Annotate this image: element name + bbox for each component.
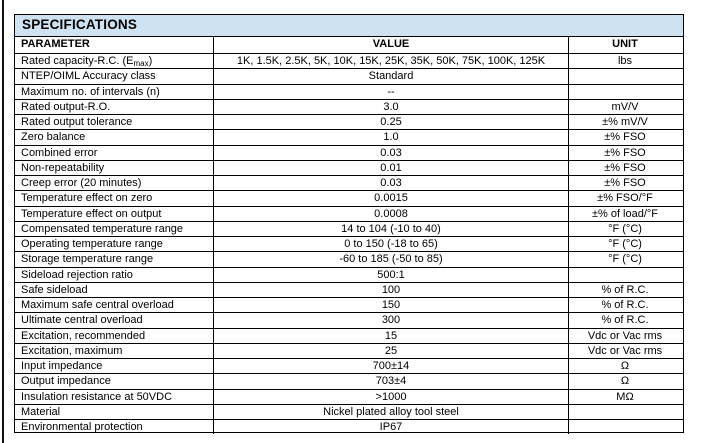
table-row [15,84,683,99]
parameter-cell: NTEP/OIML Accuracy class [15,69,214,83]
value-cell: 100 [214,283,569,297]
value-cell: 0.03 [214,176,569,190]
parameter-cell: Operating temperature range [15,237,214,251]
value-cell: 15 [214,329,569,343]
value-cell: 1K, 1.5K, 2.5K, 5K, 10K, 15K, 25K, 35K, 50K, 75K, 100K, 125K [214,54,569,68]
parameter-cell: Output impedance [15,374,214,388]
table-row [15,267,683,282]
parameter-cell: Compensated temperature range [15,222,214,236]
unit-cell: % of R.C. [601,314,649,327]
table-row [15,236,683,251]
value-cell: >1000 [214,390,569,404]
table-row [15,328,683,343]
table-row [15,389,683,404]
unit-cell [569,268,681,282]
value-cell: Standard [214,69,569,83]
parameter-cell: Rated output tolerance [15,115,214,129]
value-cell: 0 to 150 (-18 to 65) [214,237,569,251]
value-cell: 25 [214,344,569,358]
table-row [15,419,683,434]
table-row [15,190,683,205]
unit-cell: MΩ [616,390,634,403]
parameter-cell: Temperature effect on zero [15,191,214,205]
value-cell: 703±4 [214,374,569,388]
table-row [15,312,683,327]
unit-cell: °F (°C) [608,222,642,235]
parameter-cell: Combined error [15,146,214,160]
table-row [15,53,683,68]
unit-cell: ±% FSO [604,177,646,189]
parameter-cell: Excitation, recommended [15,329,214,343]
table-row [15,282,683,297]
table-row [15,221,683,236]
table-row [15,145,683,160]
unit-cell: ±% FSO [604,146,646,159]
table-row [15,297,683,312]
table-row [15,160,683,175]
value-cell: 0.01 [214,161,569,175]
value-cell: 300 [214,313,569,327]
parameter-cell: Creep error (20 minutes) [15,176,214,190]
parameter-cell: Environmental protection [15,420,214,434]
value-cell: 3.0 [214,100,569,114]
value-cell: Nickel plated alloy tool steel [214,405,569,419]
specifications-table [14,14,684,433]
value-cell: 0.03 [214,146,569,160]
unit-cell: Ω [620,360,630,372]
unit-cell [569,69,681,83]
page-edge-line [2,0,4,443]
unit-cell: Ω [620,375,630,388]
value-cell: 1.0 [214,130,569,144]
value-cell: 500:1 [214,268,569,282]
unit-cell: ±% of load/°F [591,207,659,220]
parameter-cell: Excitation, maximum [15,344,214,358]
table-header-row [15,37,683,53]
parameter-cell: Non-repeatability [15,161,214,175]
unit-cell: °F (°C) [608,238,642,250]
parameter-cell: Zero balance [15,130,214,144]
unit-cell [569,405,681,419]
table-row [15,129,683,144]
parameter-cell: Maximum no. of intervals (n) [15,85,214,99]
value-cell: -60 to 185 (-50 to 85) [214,252,569,266]
table-title: SPECIFICATIONS [15,15,683,37]
table-row [15,343,683,358]
value-cell: 0.0015 [214,191,569,205]
unit-cell: ±% mV/V [602,116,648,128]
parameter-cell: Ultimate central overload [15,313,214,327]
table-row [15,175,683,190]
table-row [15,206,683,221]
table-row [15,114,683,129]
parameter-cell: Temperature effect on output [15,207,214,221]
parameter-cell: Storage temperature range [15,252,214,266]
unit-cell: ±% FSO/°F [597,192,653,205]
value-cell: IP67 [214,420,569,434]
unit-cell: Vdc or Vac rms [587,344,663,357]
parameter-cell: Sideload rejection ratio [15,268,214,282]
value-cell: 150 [214,298,569,312]
table-row [15,99,683,114]
unit-cell [569,85,681,99]
table-row [15,358,683,373]
table-row [15,404,683,419]
value-cell: -- [214,85,569,99]
header-parameter: PARAMETER [15,37,214,53]
unit-cell: ±% FSO [604,131,646,144]
unit-cell: Vdc or Vac rms [587,329,663,342]
value-cell: 14 to 104 (-10 to 40) [214,222,569,236]
parameter-cell: Rated capacity-R.C. $(E_{max})$ [15,54,214,68]
unit-cell: % of R.C. [601,299,649,311]
unit-cell [569,420,681,434]
header-unit: UNIT [612,38,638,50]
parameter-cell: Maximum safe central overload [15,298,214,312]
parameter-cell: Safe sideload [15,283,214,297]
parameter-cell: Rated output-R.O. [15,100,214,114]
header-value: VALUE [214,37,569,53]
table-row [15,373,683,388]
unit-cell: % of R.C. [601,283,649,296]
value-cell: 0.25 [214,115,569,129]
parameter-cell: Insulation resistance at 50VDC [15,390,214,404]
value-cell: 0.0008 [214,207,569,221]
parameter-cell: Input impedance [15,359,214,373]
unit-cell: mV/V [611,100,639,113]
table-row [15,251,683,266]
value-cell: 700±14 [214,359,569,373]
table-row [15,68,683,83]
parameter-subscript: max [133,59,149,68]
parameter-cell: Material [15,405,214,419]
unit-cell: ±% FSO [604,161,646,174]
unit-cell: °F (°C) [608,253,642,266]
unit-cell: lbs [617,55,633,67]
table-body [15,53,683,434]
